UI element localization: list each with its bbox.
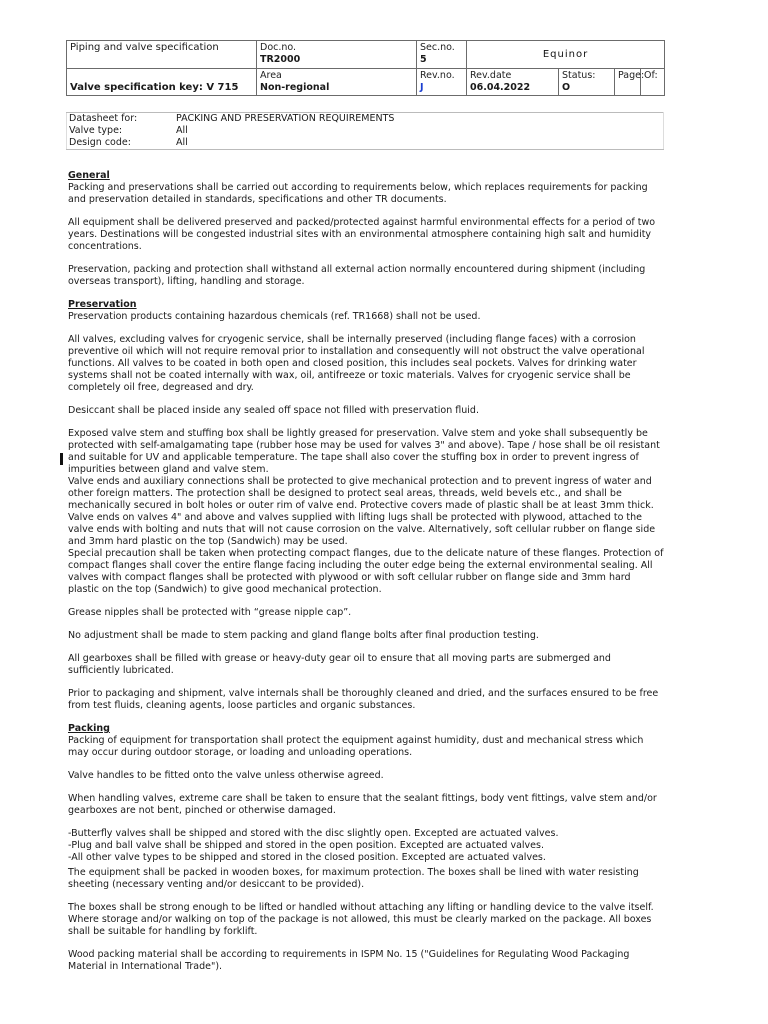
sec-no-value: 5 [420,54,427,65]
paragraph: Valve handles to be fitted onto the valve unless otherwise agreed. [68,770,384,781]
brand-logo: Equinor [467,41,665,69]
paragraph: Special precaution shall be taken when protecting compact flanges, due to the delicate nature of these flanges. Protection of compact flanges shall cover the entire flange facing including the outer edge being the external environmental sealing. All valves with compact flanges shall be protected with plywood or with soft cellular rubber on flange side and 3mm hard plastic on the top (Sandwich) to give good mechanical protection. [68,548,664,595]
section-heading-packing: Packing [68,723,110,734]
change-bar-marker [60,453,63,465]
rev-date-label: Rev.date [470,70,512,81]
paragraph: All gearboxes shall be filled with grease or heavy-duty gear oil to ensure that all moving parts are submerged and sufficiently lubricated. [68,653,611,676]
datasheet-value: All [176,125,188,136]
rev-date-value: 06.04.2022 [470,82,531,93]
of-label: Of: [644,70,658,81]
spec-title: Piping and valve specification [70,42,219,53]
datasheet-key: Design code: [69,137,131,148]
paragraph: When handling valves, extreme care shall be taken to ensure that the sealant fittings, body vent fittings, valve stem and/or gearboxes are not bent, pinched or otherwise damaged. [68,793,657,816]
datasheet-key: Valve type: [69,125,123,136]
section-heading-preservation: Preservation [68,299,137,310]
list-item: -Butterfly valves shall be shipped and stored with the disc slightly open. Excepted are actuated valves. [68,828,559,839]
sec-no-cell [417,41,467,69]
area-cell [257,69,417,96]
paragraph: The equipment shall be packed in wooden boxes, for maximum protection. The boxes shall be lined with water resisting sheeting (necessary venting and/or desiccant to be provided). [68,867,639,890]
of-cell [641,69,665,96]
paragraph: Preservation, packing and protection shall withstand all external action normally encountered during shipment (including overseas transport), lifting, handling and storage. [68,264,646,287]
paragraph: Wood packing material shall be according to requirements in ISPM No. 15 ("Guidelines for Regulating Wood Packaging Material in International Trade"). [68,949,630,972]
paragraph: Packing of equipment for transportation shall protect the equipment against humidity, dust and mechanical stress which may occur during outdoor storage, or loading and unloading operations. [68,735,644,758]
spec-title-cell [67,41,257,69]
document-body [68,170,664,984]
area-label: Area [260,70,282,81]
datasheet-key: Datasheet for: [69,113,138,124]
datasheet-value: All [176,137,188,148]
paragraph: Prior to packaging and shipment, valve internals shall be thoroughly cleaned and dried, and the surfaces ensured to be free from test fluids, cleaning agents, loose particles and organic substances. [68,688,659,711]
datasheet-table [66,112,664,150]
doc-no-cell [257,41,417,69]
list-item: -All other valve types to be shipped and stored in the closed position. Excepted are actuated valves. [68,852,546,863]
datasheet-row [67,113,664,126]
paragraph: All valves, excluding valves for cryogenic service, shall be internally preserved (including flange faces) with a corrosion preventive oil which will not require removal prior to installation and consequently will not obstruct the valve operational functions. All valves to be coated in both open and closed position, this includes seal pockets. Valves for drinking water systems shall not be coated internally with wax, oil, antifreeze or toxic materials. Valves for cryogenic service shall be completely oil free, degreased and dry. [68,334,645,393]
rev-no-cell [417,69,467,96]
paragraph: Grease nipples shall be protected with “grease nipple cap”. [68,607,352,618]
valve-spec-key: Valve specification key: V 715 [70,82,239,93]
paragraph: Desiccant shall be placed inside any sealed off space not filled with preservation fluid. [68,405,479,416]
page-label: Page: [618,70,645,81]
section-heading-general: General [68,170,110,181]
status-value: O [562,82,571,93]
paragraph: Preservation products containing hazardous chemicals (ref. TR1668) shall not be used. [68,311,481,322]
rev-no-label: Rev.no. [420,70,455,81]
document-header-table [66,40,665,96]
paragraph: Valve ends and auxiliary connections shall be protected to give mechanical protection and to prevent ingress of water and other foreign matters. The protection shall be designed to protect seal areas, threads, weld bevels etc., and shall be mechanically secured in bolt holes or outer rim of valve end. Protective covers made of plastic shall be at least 3mm thick. Valve ends on valves 4" and above and valves supplied with lifting lugs shall be protected with plywood, attached to the valve ends with bolting and nuts that will not cause corrosion on the valve. Alternatively, soft cellular rubber on flange side and 3mm hard plastic on the top (Sandwich) may be used. [68,476,656,547]
paragraph: The boxes shall be strong enough to be lifted or handled without attaching any lifting or handling device to the valve itself. Where storage and/or walking on top of the package is not allowed, this must be clearly marked on the package. All boxes shall be suitable for handling by forklift. [68,902,654,937]
datasheet-row [67,137,664,150]
page-cell [615,69,645,96]
paragraph: All equipment shall be delivered preserved and packed/protected against harmful environmental effects for a period of two years. Destinations will be congested industrial sites with an environmental atmosphere containing high salt and humidity concentrations. [68,217,656,252]
status-label: Status: [562,70,596,81]
area-value: Non-regional [260,82,330,93]
paragraph: No adjustment shall be made to stem packing and gland flange bolts after final production testing. [68,630,539,641]
status-cell [559,69,615,96]
key-cell [67,69,257,96]
paragraph: Exposed valve stem and stuffing box shall be lightly greased for preservation. Valve stem and yoke shall subsequently be protected with self-amalgamating tape (rubber hose may be used for valves 3" and above). Tape / hose shall be oil resistant and suitable for UV and applicable temperature. The tape shall also cover the stuffing box in order to prevent ingress of impurities between gland and valve stem. [68,428,660,475]
paragraph: Packing and preservations shall be carried out according to requirements below, which replaces requirements for packing and preservation detailed in standards, specifications and other TR documents. [68,182,648,205]
rev-no-value: J [420,82,424,93]
datasheet-row [67,125,664,137]
datasheet-value: PACKING AND PRESERVATION REQUIREMENTS [176,113,395,124]
list-item: -Plug and ball valve shall be shipped and stored in the open position. Excepted are actuated valves. [68,840,544,851]
doc-no-label: Doc.no. [260,42,297,53]
doc-no-value: TR2000 [260,54,301,65]
rev-date-cell [467,69,559,96]
sec-no-label: Sec.no. [420,42,455,53]
